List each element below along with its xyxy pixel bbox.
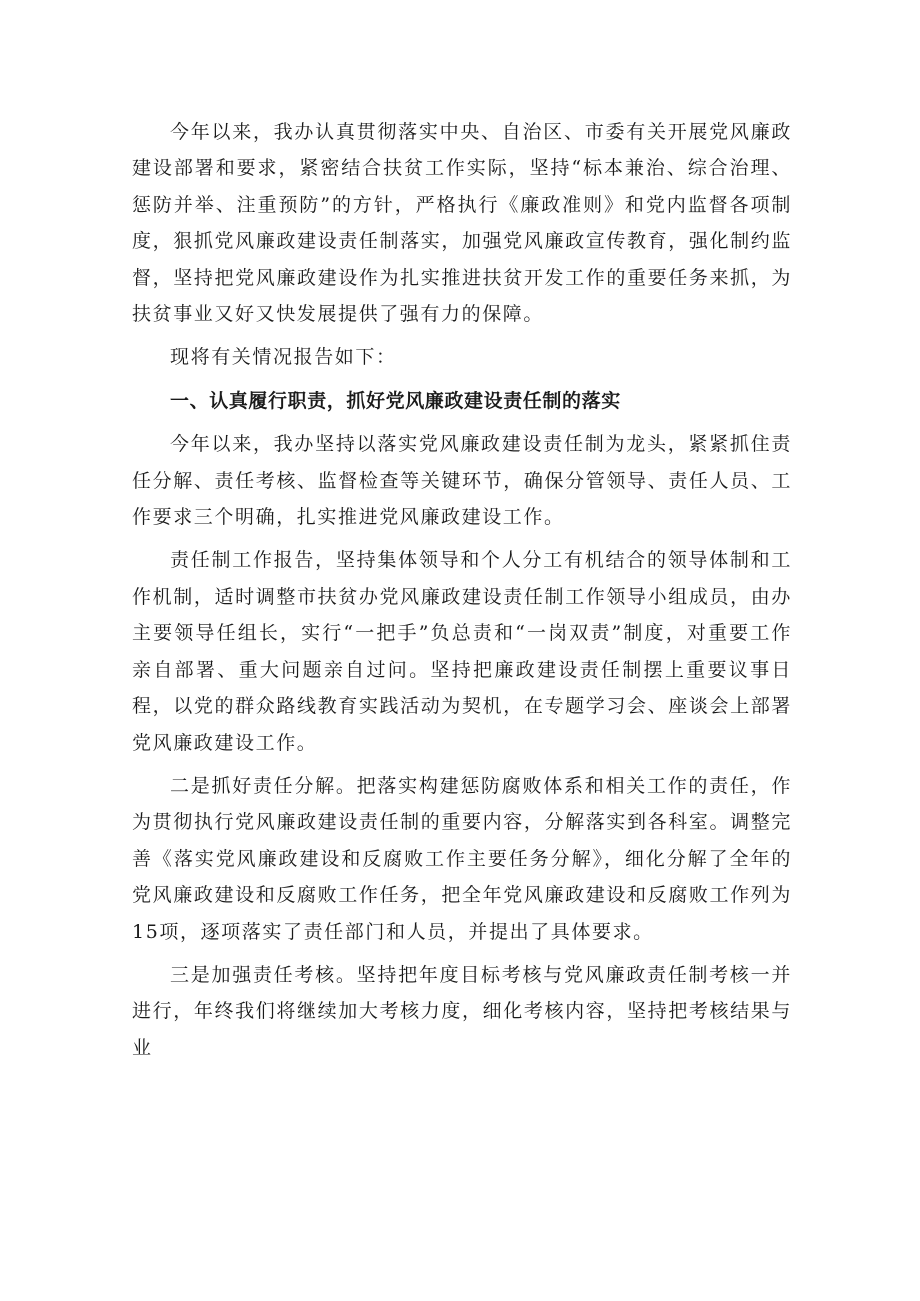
section-heading: 一、认真履行职责，抓好党风廉政建设责任制的落实: [170, 389, 621, 412]
section-paragraph-3: 二是抓好责任分解。把落实构建惩防腐败体系和相关工作的责任，作为贯彻执行党风廉政建设责任制的重要内容，分解落实到各科室。调整完善《落实党风廉政建设和反腐败工作主要任务分解》，细化分解了全年的党风廉政建设和反腐败工作任务，把全年党风廉政建设和反腐败工作列为15项，逐项落实了责任部门和人员，并提出了具体要求。: [132, 774, 792, 943]
intro-paragraph: 今年以来，我办认真贯彻落实中央、自治区、市委有关开展党风廉政建设部署和要求，紧密结合扶贫工作实际，坚持“标本兼治、综合治理、惩防并举、注重预防”的方针，严格执行《廉政准则》和党内监督各项制度，狠抓党风廉政建设责任制落实，加强党风廉政宣传教育，强化制约监督，坚持把党风廉政建设作为扎实推进扶贫开发工作的重要任务来抓，为扶贫事业又好又快发展提供了强有力的保障。: [132, 121, 792, 326]
document-body: [132, 114, 792, 1073]
section-paragraph-2: 责任制工作报告，坚持集体领导和个人分工有机结合的领导体制和工作机制，适时调整市扶贫办党风廉政建设责任制工作领导小组成员，由办主要领导任组长，实行“一把手”负总责和“一岗双责”制度，对重要工作亲自部署、重大问题亲自过问。坚持把廉政建设责任制摆上重要议事日程，以党的群众路线教育实践活动为契机，在专题学习会、座谈会上部署党风廉政建设工作。: [132, 549, 792, 754]
section-paragraph-1: 今年以来，我办坚持以落实党风廉政建设责任制为龙头，紧紧抓住责任分解、责任考核、监督检查等关键环节，确保分管领导、责任人员、工作要求三个明确，扎实推进党风廉政建设工作。: [132, 433, 792, 529]
report-lead-paragraph: 现将有关情况报告如下：: [170, 346, 397, 369]
section-paragraph-4: 三是加强责任考核。坚持把年度目标考核与党风廉政责任制考核一并进行，年终我们将继续加大考核力度，细化考核内容，坚持把考核结果与业: [132, 963, 792, 1059]
